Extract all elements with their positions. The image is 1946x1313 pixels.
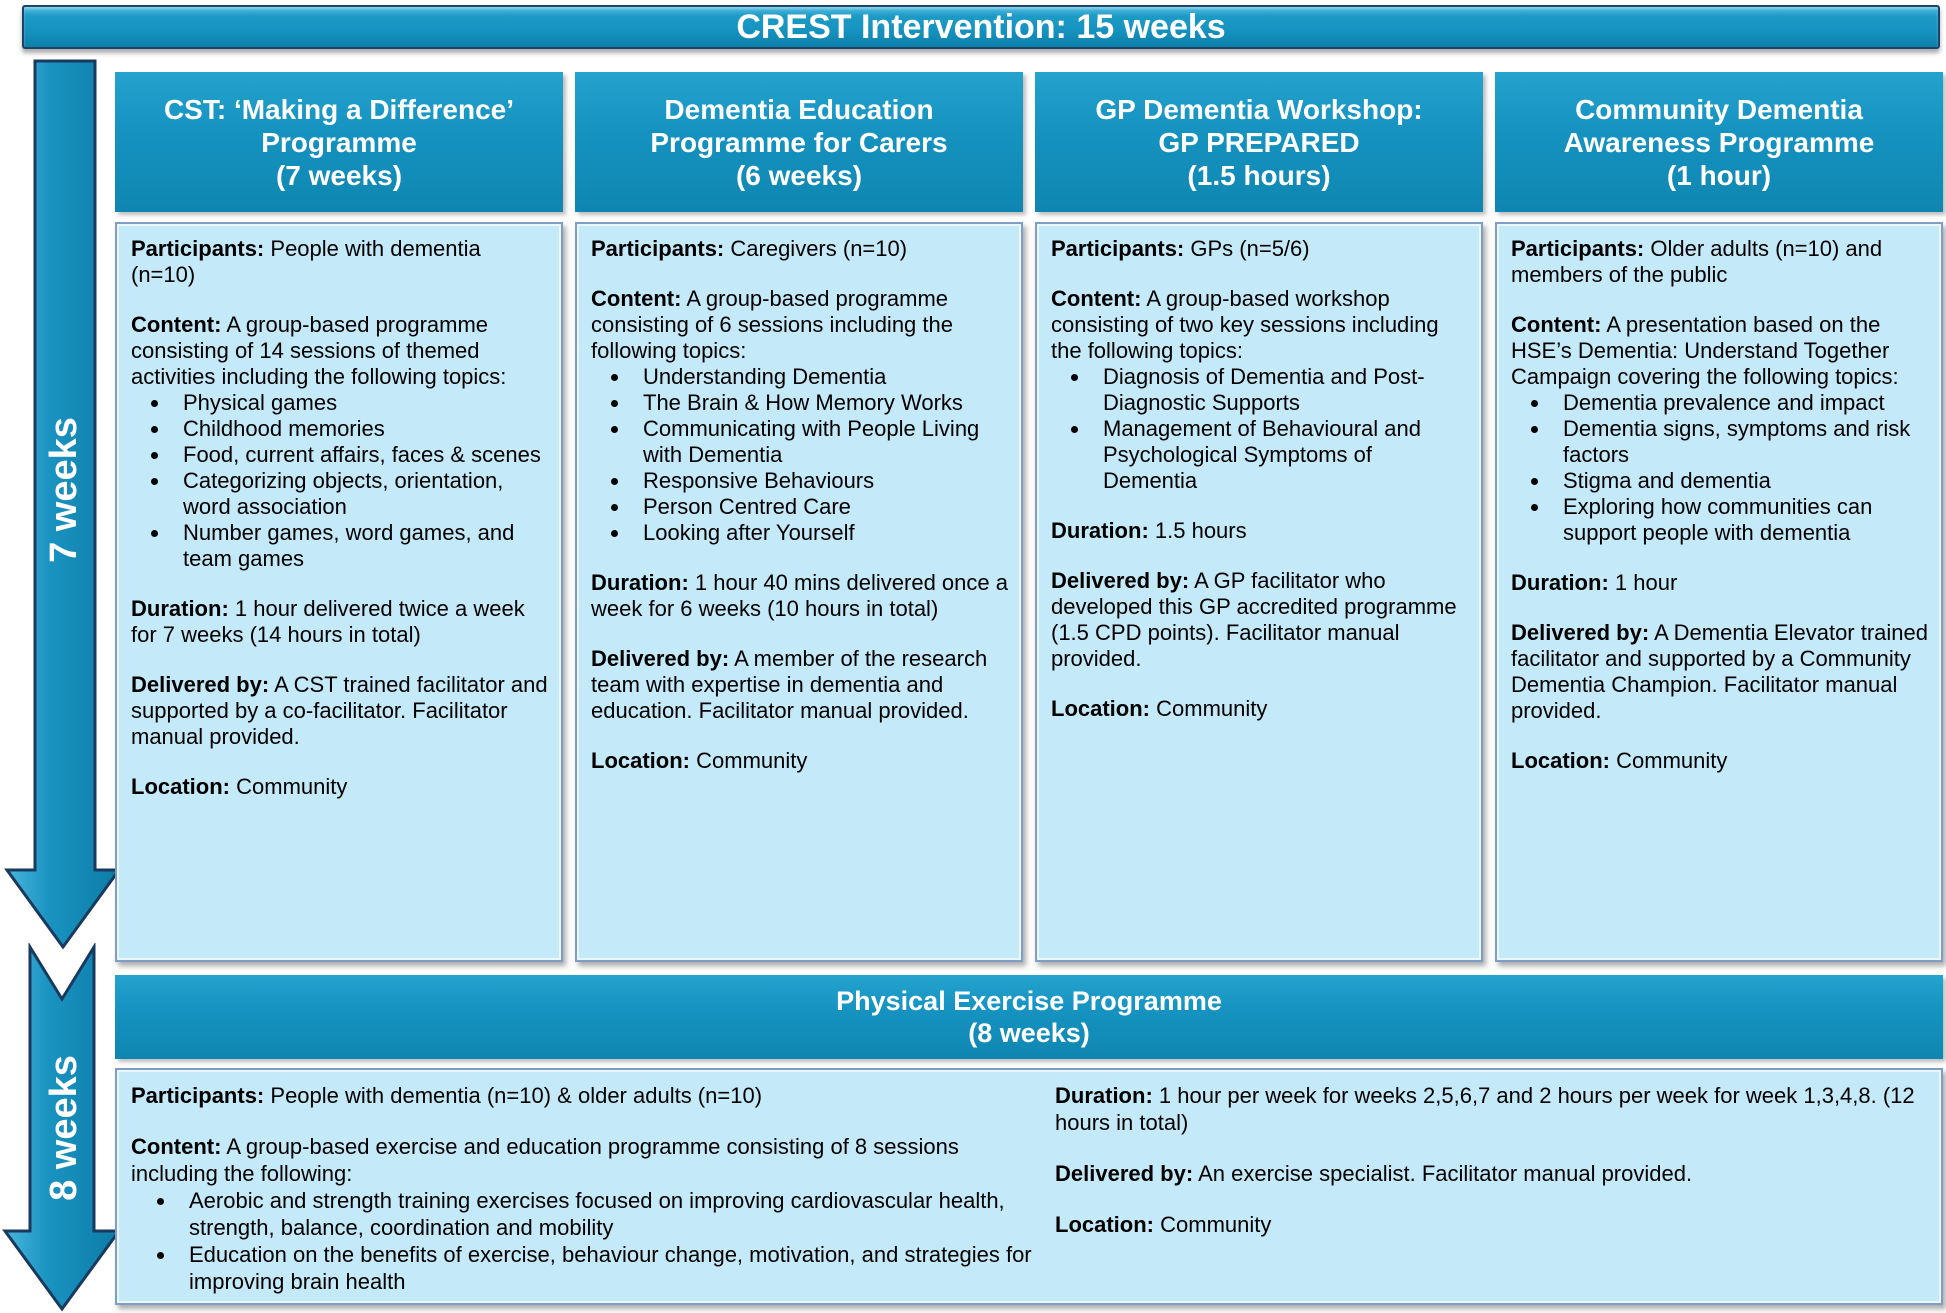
topic-item: • Childhood memories	[171, 416, 549, 442]
duration-text: Duration: 1.5 hours	[1051, 518, 1247, 543]
column-dementia-education-body	[575, 222, 1023, 962]
topic-item: • Exploring how communities can support people with dementia	[1551, 494, 1929, 546]
content-label: Content:	[1051, 286, 1142, 311]
main-title-banner	[22, 5, 1940, 49]
exercise-banner	[115, 975, 1943, 1059]
header-line: Dementia Education	[664, 93, 934, 125]
content-text: Content: A group-based exercise and education programme consisting of 8 sessions including the following:	[131, 1134, 959, 1186]
seven-weeks-label: 7 weeks	[43, 417, 85, 563]
column-cst-body	[115, 222, 563, 962]
topic-item: • Communicating with People Living with Dementia	[631, 416, 1009, 468]
content-label: Content:	[131, 312, 222, 337]
programme-columns	[115, 72, 1943, 962]
topic-item: • Looking after Yourself	[631, 520, 1009, 546]
location-text: Location: Community	[1051, 696, 1268, 721]
duration-label: Duration:	[591, 570, 689, 595]
content-text: Content: A group-based workshop consisting of two key sessions including the following topics:	[1051, 286, 1439, 363]
exercise-details-right	[1045, 1082, 1927, 1291]
content-text: Content: A group-based programme consisting of 6 sessions including the following topics:	[591, 286, 953, 363]
location-label: Location:	[131, 774, 230, 799]
delivered-by-label: Delivered by:	[1511, 620, 1650, 645]
eight-weeks-label: 8 weeks	[43, 1055, 85, 1201]
header-line: (7 weeks)	[275, 159, 403, 191]
column-community-awareness-body	[1495, 222, 1943, 962]
content-label: Content:	[1511, 312, 1602, 337]
location-label: Location:	[1051, 696, 1150, 721]
exercise-title-line: (8 weeks)	[968, 1018, 1090, 1048]
topic-item: • Understanding Dementia	[631, 364, 1009, 390]
main-title: CREST Intervention: 15 weeks	[736, 7, 1226, 46]
column-gp-workshop-body	[1035, 222, 1483, 962]
location-label: Location:	[591, 748, 690, 773]
content-text: Content: A group-based programme consisting of 14 sessions of themed activities including the following topics:	[131, 312, 507, 389]
content-label: Content:	[131, 1134, 222, 1159]
delivered-by-text: Delivered by: A member of the research team with expertise in dementia and education. Facilitator manual provided.	[591, 646, 988, 723]
topic-item: • Person Centred Care	[631, 494, 1009, 520]
delivered-by-text: Delivered by: A CST trained facilitator and supported by a co-facilitator. Facilitator manual provided.	[131, 672, 548, 749]
duration-label: Duration:	[1055, 1083, 1153, 1108]
location-text: Location: Community	[1055, 1212, 1272, 1237]
header-line: Community Dementia	[1575, 93, 1863, 125]
column-gp-workshop-header	[1035, 72, 1483, 212]
delivered-by-text: Delivered by: A GP facilitator who developed this GP accredited programme (1.5 CPD points). Facilitator manual provided.	[1051, 568, 1457, 671]
topic-item: • Management of Behavioural and Psychological Symptoms of Dementia	[1091, 416, 1469, 494]
duration-label: Duration:	[1511, 570, 1609, 595]
delivered-by-label: Delivered by:	[591, 646, 730, 671]
column-community-awareness	[1495, 72, 1943, 962]
column-community-awareness-header	[1495, 72, 1943, 212]
header-line: Programme for Carers	[650, 126, 948, 158]
topic-item: • Education on the benefits of exercise, behaviour change, motivation, and strategies for improving brain health	[177, 1241, 1045, 1295]
eight-weeks-arrow-icon	[0, 943, 124, 1313]
header-line: CST: ‘Making a Difference’	[163, 93, 515, 125]
header-line: Programme	[261, 126, 417, 158]
exercise-title-line: Physical Exercise Programme	[836, 986, 1222, 1016]
header-line: (6 weeks)	[735, 159, 863, 191]
exercise-details-left	[131, 1082, 1045, 1294]
delivered-by-label: Delivered by:	[1051, 568, 1190, 593]
column-cst-header	[115, 72, 563, 212]
delivered-by-text: Delivered by: An exercise specialist. Facilitator manual provided.	[1055, 1161, 1693, 1186]
seven-weeks-arrow-icon	[2, 58, 122, 953]
topic-item: • The Brain & How Memory Works	[631, 390, 1009, 416]
topic-item: • Physical games	[171, 390, 549, 416]
participants-text: Participants: People with dementia (n=10) & older adults (n=10)	[131, 1083, 763, 1108]
duration-text: Duration: 1 hour	[1511, 570, 1678, 595]
duration-text: Duration: 1 hour delivered twice a week for 7 weeks (14 hours in total)	[131, 596, 525, 647]
location-label: Location:	[1055, 1212, 1154, 1237]
header-line: (1.5 hours)	[1187, 159, 1331, 191]
topics-list	[591, 364, 1009, 546]
duration-text: Duration: 1 hour 40 mins delivered once a week for 6 weeks (10 hours in total)	[591, 570, 1008, 621]
column-gp-workshop	[1035, 72, 1483, 962]
content-text: Content: A presentation based on the HSE’s Dementia: Understand Together Campaign covering the following topics:	[1511, 312, 1899, 389]
topics-list	[131, 390, 549, 572]
participants-text: Participants: Older adults (n=10) and members of the public	[1511, 236, 1883, 287]
topics-list	[1511, 390, 1929, 546]
duration-text: Duration: 1 hour per week for weeks 2,5,6,7 and 2 hours per week for week 1,3,4,8. (12 hours in total)	[1055, 1083, 1915, 1135]
location-text: Location: Community	[131, 774, 348, 799]
delivered-by-text: Delivered by: A Dementia Elevator trained facilitator and supported by a Community Dementia Champion. Facilitator manual provided.	[1511, 620, 1929, 723]
topic-item: • Aerobic and strength training exercises focused on improving cardiovascular health, strength, balance, coordination and mobility	[177, 1187, 1045, 1241]
participants-label: Participants:	[591, 236, 725, 261]
topic-item: • Dementia signs, symptoms and risk factors	[1551, 416, 1929, 468]
participants-label: Participants:	[1511, 236, 1645, 261]
participants-label: Participants:	[131, 1083, 265, 1108]
topic-item: • Stigma and dementia	[1551, 468, 1929, 494]
delivered-by-label: Delivered by:	[131, 672, 270, 697]
duration-label: Duration:	[131, 596, 229, 621]
column-dementia-education-header	[575, 72, 1023, 212]
topic-item: • Number games, word games, and team games	[171, 520, 549, 572]
duration-label: Duration:	[1051, 518, 1149, 543]
header-line: Awareness Programme	[1563, 126, 1875, 158]
participants-label: Participants:	[131, 236, 265, 261]
column-cst	[115, 72, 563, 962]
header-line: (1 hour)	[1666, 159, 1772, 191]
location-text: Location: Community	[1511, 748, 1728, 773]
topic-item: • Dementia prevalence and impact	[1551, 390, 1929, 416]
participants-text: Participants: GPs (n=5/6)	[1051, 236, 1310, 261]
topic-item: • Diagnosis of Dementia and Post-Diagnostic Supports	[1091, 364, 1469, 416]
topic-item: • Responsive Behaviours	[631, 468, 1009, 494]
header-line: GP PREPARED	[1158, 126, 1360, 158]
topic-item: • Food, current affairs, faces & scenes	[171, 442, 549, 468]
location-label: Location:	[1511, 748, 1610, 773]
topic-item: • Categorizing objects, orientation, word association	[171, 468, 549, 520]
participants-text: Participants: People with dementia (n=10)	[131, 236, 481, 287]
topics-list	[1051, 364, 1469, 494]
header-line: GP Dementia Workshop:	[1095, 93, 1423, 125]
participants-label: Participants:	[1051, 236, 1185, 261]
delivered-by-label: Delivered by:	[1055, 1161, 1194, 1186]
column-dementia-education	[575, 72, 1023, 962]
participants-text: Participants: Caregivers (n=10)	[591, 236, 908, 261]
content-label: Content:	[591, 286, 682, 311]
location-text: Location: Community	[591, 748, 808, 773]
topics-list	[131, 1187, 1045, 1295]
exercise-body	[115, 1068, 1943, 1305]
